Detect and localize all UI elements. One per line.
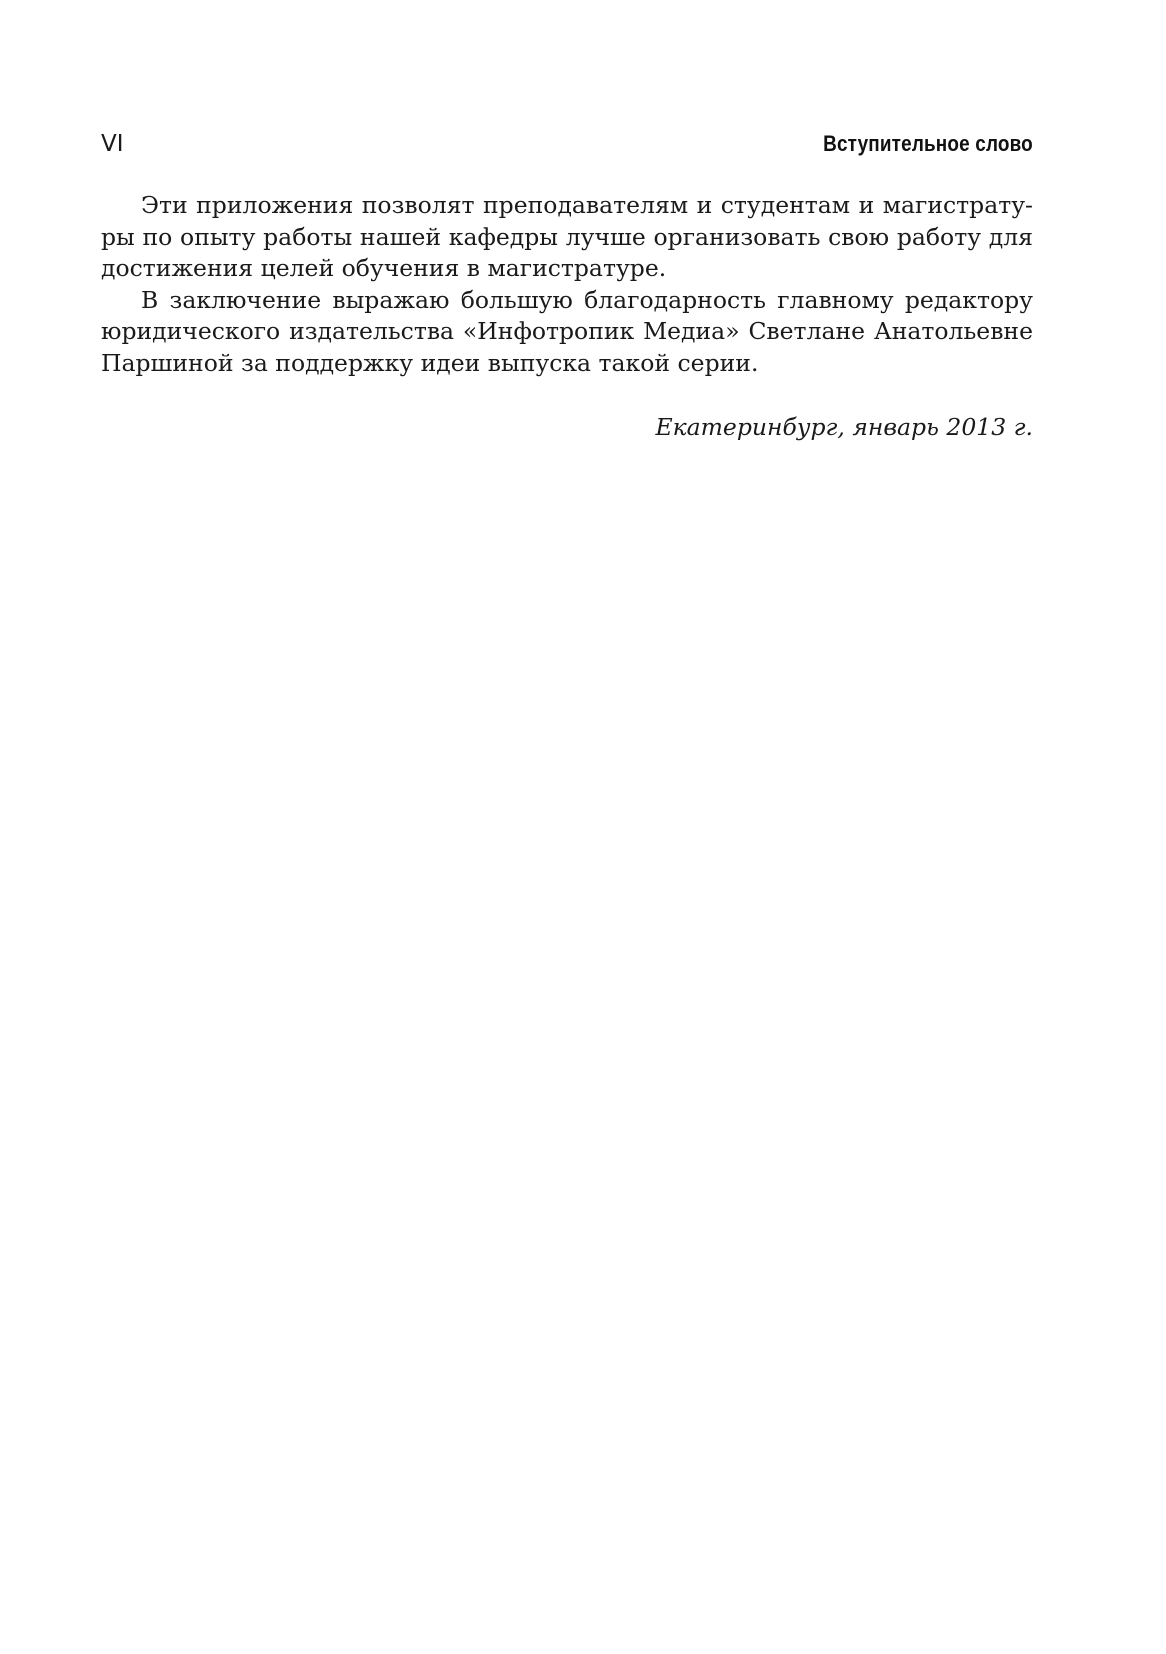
signature-place-date: Екатеринбург, январь 2013 г. <box>655 413 1033 441</box>
running-head <box>101 131 1033 161</box>
paragraph-1 <box>101 190 1033 285</box>
paragraph-line: Эти приложения позволят преподавателям и студентам и магистрату- <box>141 191 1033 219</box>
paragraph-2 <box>101 285 1033 380</box>
paragraph-line: юридического издательства «Инфотропик Медиа» Светлане Анатольевне <box>101 317 1033 345</box>
page-number: VI <box>101 131 124 157</box>
paragraph-line: ры по опыту работы нашей кафедры лучше организовать свою работу для <box>101 222 1033 251</box>
section-title: Вступительное слово <box>823 131 1033 156</box>
body-text <box>101 190 1033 379</box>
paragraph-line: достижения целей обучения в магистратуре. <box>101 254 667 282</box>
paragraph-line: В заключение выражаю большую благодарность главному редактору <box>141 285 1033 314</box>
paragraph-line: Паршиной за поддержку идеи выпуска такой серии. <box>101 348 759 377</box>
